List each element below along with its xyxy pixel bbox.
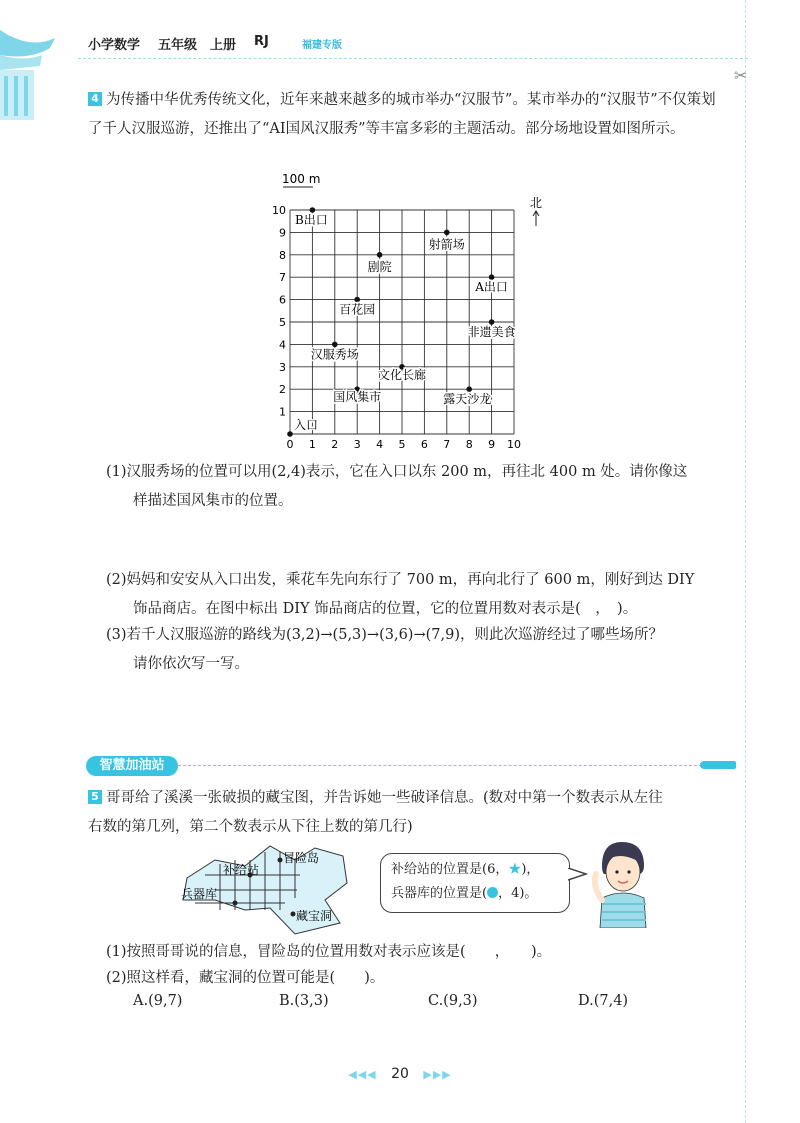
header-book: 小学数学 [88,38,141,53]
y-tick-label: 3 [279,360,286,374]
option-d: D.(7,4) [578,993,629,1009]
place-point [354,297,360,303]
section-divider [178,765,702,766]
place-label: 露天沙龙 [443,392,492,407]
q4-intro [88,86,728,144]
q5-number: 5 [88,790,102,804]
place-label: 文化长廊 [377,367,427,382]
page-footer [0,1066,800,1082]
q4-part2-line2: 饰品商店。在图中标出 DIY 饰品商店的位置，它的位置用数对表示是( ， )。 [133,601,638,617]
place-label: 百花园 [339,302,376,317]
place-label: 剧院 [367,259,392,274]
north-label: 北 [530,196,543,210]
header-volume: 上册 [210,38,237,53]
x-tick-label: 3 [353,438,361,450]
q5-intro-line1: 哥哥给了溪溪一张破损的藏宝图，并告诉她一些破译信息。(数对中第一个数表示从左往 [106,790,663,806]
speech-bubble [380,853,570,913]
option-a: A.(9,7) [133,993,183,1009]
place-label: 非遗美食 [467,325,516,339]
map-label-adventure-island: 冒险岛 [283,851,320,865]
circle-icon [487,887,498,898]
treasure-map [175,838,355,938]
footer-right-arrows: ▶▶▶ [423,1068,452,1081]
q5-intro-line2: 右数的第几列，第二个数表示从下往上数的第几行) [88,819,413,835]
q4-part2-line1: (2)妈妈和安安从入口出发，乘花车先向东行了 700 m，再向北行了 600 m，刚好到达 DIY [106,572,695,588]
x-tick-label: 1 [308,438,316,450]
place-point [444,230,450,236]
page-header [0,0,800,70]
q4-part1-line2: 样描述国风集市的位置。 [133,493,293,509]
q5-part2: (2)照这样看，藏宝洞的位置可能是( )。 [106,970,385,986]
y-tick-label: 10 [272,204,286,217]
page-number: 20 [391,1066,409,1082]
x-tick-label: 0 [286,438,294,450]
q4-part3-line2: 请你依次写一写。 [133,656,249,672]
bubble-line1-end: )， [521,862,540,877]
y-tick-label: 4 [279,338,286,352]
place-label: B出口 [294,213,328,227]
map-label-treasure-cave: 藏宝洞 [296,909,333,923]
option-c: C.(9,3) [428,993,478,1009]
place-point [310,207,316,213]
place-label: 射箭场 [428,237,465,252]
place-label: 国风集市 [333,390,382,405]
header-divider [78,58,748,59]
place-point [332,342,338,348]
place-label: 入口 [294,418,319,432]
map-label-armory: 兵器库 [181,887,218,901]
place-point [466,386,472,392]
footer-left-arrows: ◀◀◀ [348,1068,377,1081]
star-icon: ★ [508,862,522,877]
x-tick-label: 6 [420,438,428,450]
bubble-line2-end: ，4)。 [498,886,538,901]
q4-part1-line1: (1)汉服秀场的位置可以用(2,4)表示，它在入口以东 200 m，再往北 400 m 处。请你像这 [106,464,688,480]
q5-intro [88,784,728,842]
header-region-tag: 福建专版 [302,40,342,51]
q4-part1 [106,458,728,516]
coordinate-grid-map [270,172,560,450]
boy-illustration [588,838,658,928]
bubble-line1-start: 补给站的位置是(6， [391,862,509,877]
x-tick-label: 4 [376,438,384,450]
x-tick-label: 10 [507,438,521,450]
x-tick-label: 8 [465,438,473,450]
y-tick-label: 6 [279,293,286,307]
map-label-supply-station: 补给站 [223,863,260,877]
x-tick-label: 5 [398,438,406,450]
q4-number: 4 [88,92,102,106]
q4-part3-line1: (3)若千人汉服巡游的路线为(3,2)→(5,3)→(3,6)→(7,9)，则此次巡游经过了哪些场所？ [106,627,663,643]
q4-intro-text: 为传播中华优秀传统文化，近年来越来越多的城市举办“汉服节”。某市举办的“汉服节”不仅策划了千人汉服巡游，还推出了“AI国风汉服秀”等丰富多彩的主题活动。部分场地设置如图所示。 [88,92,716,137]
place-point [287,431,293,437]
place-label: 汉服秀场 [310,347,359,362]
place-point [489,319,495,325]
place-label: A出口 [475,280,508,295]
q5-part1: (1)按照哥哥说的信息，冒险岛的位置用数对表示应该是( ， )。 [106,944,552,960]
cut-line [745,0,746,1123]
scale-label: 100 m [282,172,321,186]
y-tick-label: 5 [279,316,286,329]
y-tick-label: 9 [279,226,286,240]
x-tick-label: 9 [488,438,496,450]
x-tick-label: 7 [443,438,451,450]
place-point [489,274,495,280]
bubble-line2-start: 兵器库的位置是( [391,886,488,901]
pencil-icon [700,761,736,769]
option-b: B.(3,3) [279,993,329,1009]
y-tick-label: 1 [279,405,286,419]
place-point [377,252,383,258]
y-tick-label: 8 [279,248,286,262]
bubble-tail [568,868,588,882]
y-tick-label: 7 [279,271,286,285]
q4-part3 [106,621,728,679]
y-tick-label: 2 [279,383,286,397]
scissors-icon: ✂ [734,66,748,85]
x-tick-label: 2 [331,438,339,450]
header-edition: RJ [254,34,269,49]
q4-part2 [106,566,728,624]
header-grade: 五年级 [158,38,198,53]
section-badge: 智慧加油站 [86,756,178,776]
pagoda-roof-decoration [0,0,90,120]
